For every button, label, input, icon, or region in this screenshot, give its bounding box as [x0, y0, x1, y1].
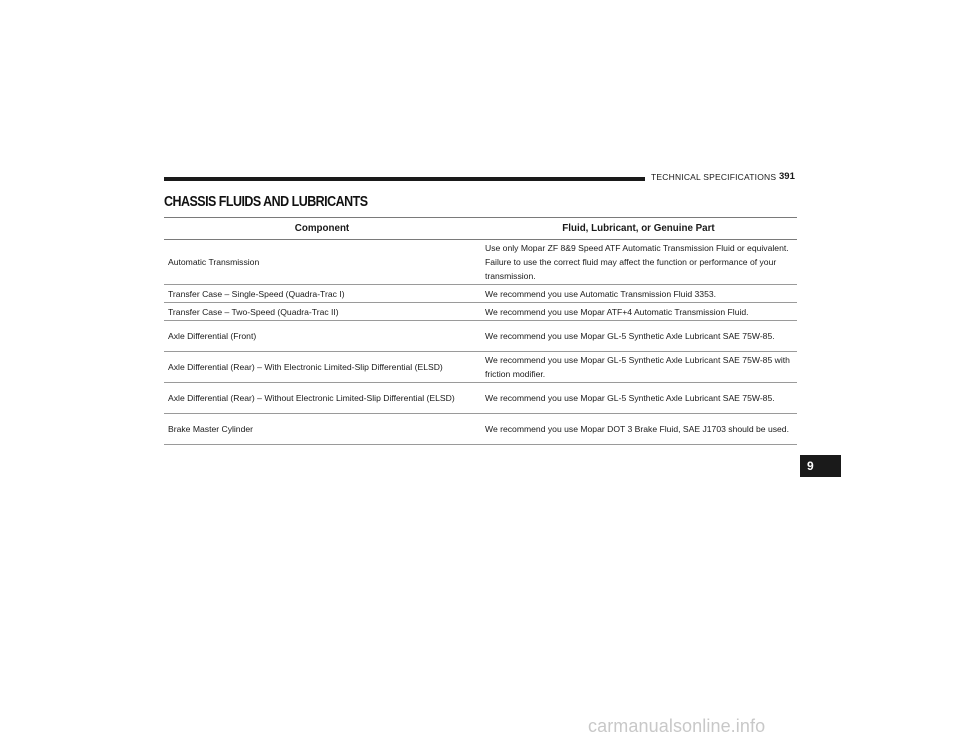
page-number: 391 [779, 171, 795, 182]
component-cell: Axle Differential (Rear) – With Electronic Limited-Slip Differential (ELSD) [164, 352, 480, 383]
fluid-cell: We recommend you use Mopar ATF+4 Automatic Transmission Fluid. [480, 303, 797, 321]
column-header-component: Component [164, 218, 480, 240]
column-header-fluid: Fluid, Lubricant, or Genuine Part [480, 218, 797, 240]
page-title: CHASSIS FLUIDS AND LUBRICANTS [164, 194, 368, 210]
table-header-row [164, 218, 797, 240]
fluid-cell: Use only Mopar ZF 8&9 Speed ATF Automatic Transmission Fluid or equivalent. Failure to use the correct fluid may affect the function or performance of your transmission. [480, 240, 797, 285]
fluid-cell: We recommend you use Mopar GL-5 Synthetic Axle Lubricant SAE 75W-85. [480, 383, 797, 414]
watermark: carmanualsonline.info [588, 716, 766, 736]
component-cell: Transfer Case – Two-Speed (Quadra-Trac II) [164, 303, 480, 321]
table-row [164, 352, 797, 383]
chassis-fluids-table [164, 217, 797, 445]
fluid-cell: We recommend you use Mopar DOT 3 Brake Fluid, SAE J1703 should be used. [480, 414, 797, 445]
fluid-cell: We recommend you use Mopar GL-5 Synthetic Axle Lubricant SAE 75W-85 with friction modifier. [480, 352, 797, 383]
fluid-cell: We recommend you use Automatic Transmission Fluid 3353. [480, 285, 797, 303]
table-row [164, 321, 797, 352]
header-rule [164, 177, 645, 181]
component-cell: Brake Master Cylinder [164, 414, 480, 445]
table-row [164, 285, 797, 303]
component-cell: Transfer Case – Single-Speed (Quadra-Trac I) [164, 285, 480, 303]
fluid-cell: We recommend you use Mopar GL-5 Synthetic Axle Lubricant SAE 75W-85. [480, 321, 797, 352]
component-cell: Automatic Transmission [164, 240, 480, 285]
table-row [164, 414, 797, 445]
component-cell: Axle Differential (Rear) – Without Electronic Limited-Slip Differential (ELSD) [164, 383, 480, 414]
chapter-tab: 9 [800, 455, 841, 477]
table-row [164, 383, 797, 414]
table-row [164, 240, 797, 285]
component-cell: Axle Differential (Front) [164, 321, 480, 352]
table-row [164, 303, 797, 321]
section-label: TECHNICAL SPECIFICATIONS [651, 172, 777, 182]
